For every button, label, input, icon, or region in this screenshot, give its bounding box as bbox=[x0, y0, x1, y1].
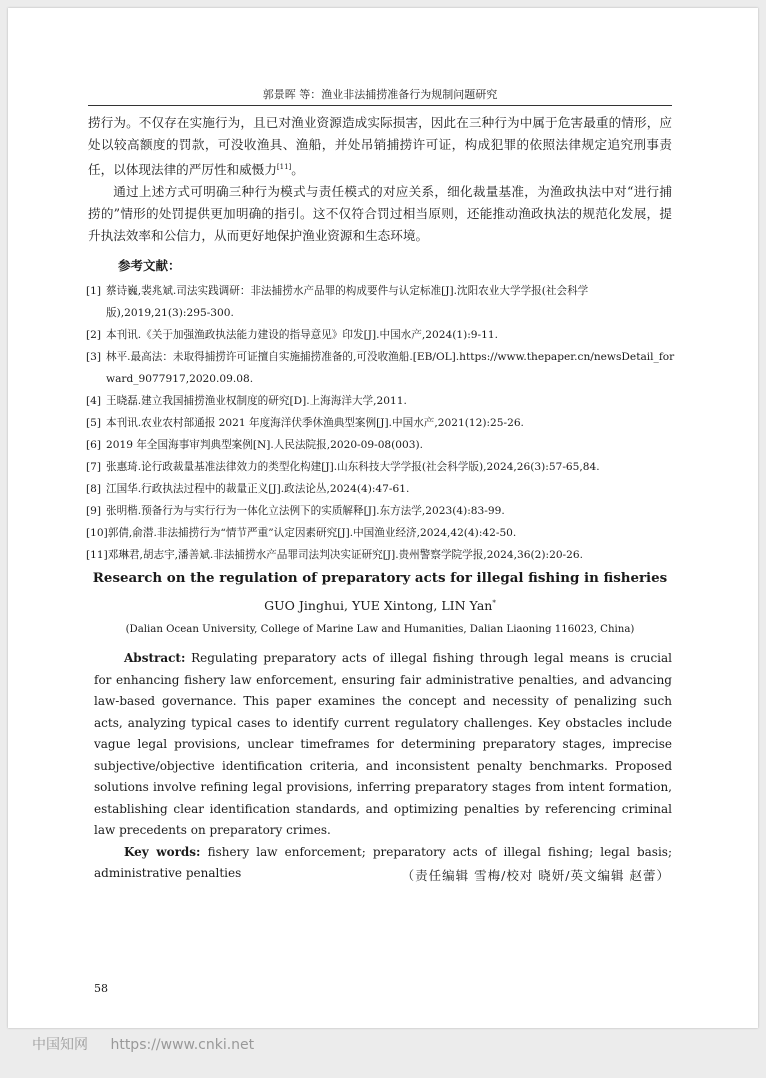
keywords-label: Key words: bbox=[124, 844, 201, 859]
reference-item: [6] 2019 年全国海事审判典型案例[N].人民法院报,2020-09-08(003). bbox=[86, 439, 424, 451]
abstract-paragraph: Abstract: Regulating preparatory acts of illegal fishing through legal means is crucial for enhancing fishery law enforcement, ensuring fair administrative penalties, and advancing law-based governance. This paper examines the concept and necessity of penalizing such acts, analyzing typical cases to identify current regulatory challenges. Key obstacles include vague legal provisions, unclear timeframes for determining preparatory stages, imprecise subjective/objective identification criteria, and inconsistent penalty benchmarks. Proposed solutions involve refining legal provisions, inferring preparatory stages from intent formation, establishing clear identification standards, and optimizing penalties by referencing criminal law precedents on preparatory crimes. bbox=[94, 651, 672, 837]
reference-item: [9] 张明楷.预备行为与实行行为一体化立法例下的实质解释[J].东方法学,2023(4):83-99. bbox=[86, 505, 505, 517]
body-paragraph-1: 捞行为。不仅存在实施行为，且已对渔业资源造成实际损害，因此在三种行为中属于危害最重的情形，应处以较高额度的罚款，可没收渔具、渔船，并处吊销捕捞许可证，构成犯罪的依照法律规定追究刑事责任，以体现法律的严厉性和威慑力[11]。 bbox=[88, 115, 672, 178]
cnki-url[interactable]: https://www.cnki.net bbox=[110, 1037, 255, 1053]
keywords-paragraph: Key words: fishery law enforcement; preparatory acts of illegal fishing; legal basis; administrative penalties bbox=[94, 844, 673, 880]
citation-mark[interactable]: [11] bbox=[276, 163, 292, 171]
reference-item: [11] 邓琳君,胡志宇,潘善斌.非法捕捞水产品罪司法判决实证研究[J].贵州警察学院学报,2024,36(2):20-26. bbox=[86, 549, 583, 561]
reference-item: [1] 蔡诗巍,裴兆斌.司法实践调研：非法捕捞水产品罪的构成要件与认定标准[J].沈阳农业大学学报(社会科学版),2019,21(3):295-300. bbox=[86, 285, 589, 319]
abstract-label: Abstract: bbox=[124, 651, 186, 665]
reference-item: [4] 王晓磊.建立我国捕捞渔业权制度的研究[D].上海海洋大学,2011. bbox=[86, 395, 407, 407]
english-affiliation: (Dalian Ocean University, College of Marine Law and Humanities, Dalian Liaoning 116023, China) bbox=[125, 624, 635, 635]
reference-item: [7] 张惠琦.论行政裁量基准法律效力的类型化构建[J].山东科技大学学报(社会科学版),2024,26(3):57-65,84. bbox=[86, 461, 600, 473]
body-paragraph-2: 通过上述方式可明确三种行为模式与责任模式的对应关系，细化裁量基准，为渔政执法中对“进行捕捞的”情形的处罚提供更加明确的指引。这不仅符合罚过相当原则，还能推动渔政执法的规范化发展，提升执法效率和公信力，从而更好地保护渔业资源和生态环境。 bbox=[88, 184, 672, 244]
cnki-brand: 中国知网 bbox=[32, 1037, 88, 1053]
english-authors: GUO Jinghui, YUE Xintong, LIN Yan* bbox=[264, 598, 496, 613]
editors-note: （责任编辑 雪梅/校对 晓妍/英文编辑 赵蕾） bbox=[401, 868, 670, 883]
reference-item: [5] 本刊讯.农业农村部通报 2021 年度海洋伏季休渔典型案例[J].中国水产,2021(12):25-26. bbox=[86, 417, 524, 429]
reference-list bbox=[86, 280, 676, 566]
body-text bbox=[88, 112, 672, 247]
references-heading: 参考文献： bbox=[118, 258, 181, 273]
reference-item: [3] 林平.最高法：未取得捕捞许可证擅自实施捕捞准备的,可没收渔船.[EB/OL].https://www.thepaper.cn/newsDetail_forward_9077917,2020.09.08. bbox=[86, 351, 675, 385]
page-number: 58 bbox=[94, 982, 108, 995]
corresponding-author-mark: * bbox=[492, 598, 496, 607]
reference-item: [10] 郭倩,俞潜.非法捕捞行为“情节严重”认定因素研究[J].中国渔业经济,2024,42(4):42-50. bbox=[86, 527, 517, 539]
english-title: Research on the regulation of preparatory acts for illegal fishing in fisheries bbox=[92, 570, 668, 586]
reference-item: [2] 本刊讯.《关于加强渔政执法能力建设的指导意见》印发[J].中国水产,2024(1):9-11. bbox=[86, 329, 498, 341]
running-header: 郭景晖 等：渔业非法捕捞准备行为规制问题研究 bbox=[88, 86, 672, 106]
footer-watermark bbox=[32, 1034, 272, 1054]
english-abstract bbox=[94, 648, 672, 885]
reference-item: [8] 江国华.行政执法过程中的裁量正义[J].政法论丛,2024(4):47-61. bbox=[86, 483, 410, 495]
